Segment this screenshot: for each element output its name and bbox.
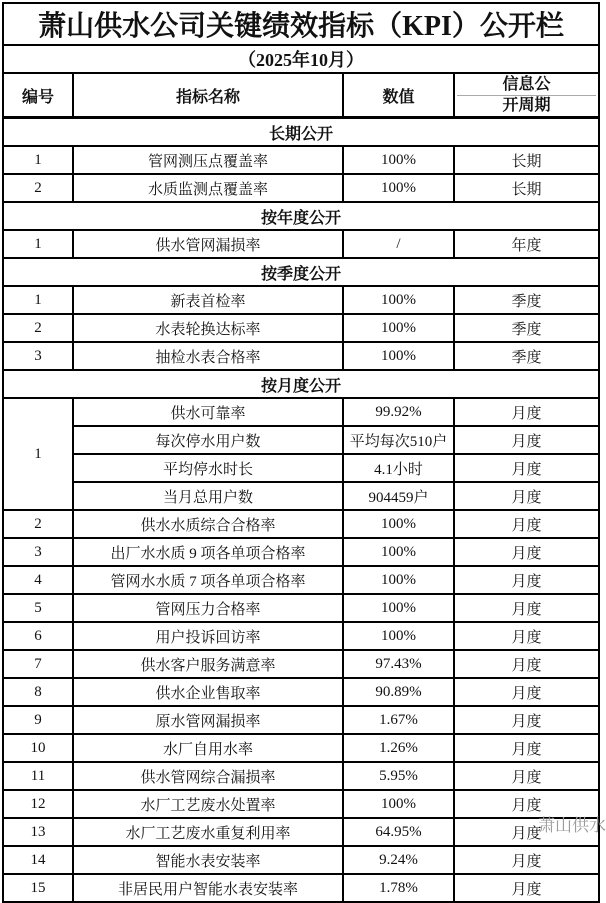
table-row: [3, 342, 599, 370]
indicator-value: 100%: [343, 622, 454, 650]
indicator-name: 管网测压点覆盖率: [73, 146, 343, 174]
table-row: [3, 706, 599, 734]
disclosure-period: 月度: [454, 706, 599, 734]
row-number: 1: [3, 398, 73, 510]
indicator-value: 100%: [343, 314, 454, 342]
section-header-row: [3, 202, 599, 230]
column-header-period-line1: 信息公: [502, 75, 551, 93]
indicator-value: 99.92%: [343, 398, 454, 426]
table-row: [3, 622, 599, 650]
section-header-label: 按季度公开: [3, 258, 599, 286]
disclosure-period: 长期: [454, 174, 599, 202]
row-number: 5: [3, 594, 73, 622]
indicator-name: 平均停水时长: [73, 454, 343, 482]
table-row: [3, 398, 599, 426]
row-number: 1: [3, 146, 73, 174]
indicator-name: 供水企业售取率: [73, 678, 343, 706]
row-number: 2: [3, 174, 73, 202]
indicator-name: 出厂水水质 9 项各单项合格率: [73, 538, 343, 566]
table-row: [3, 538, 599, 566]
page-title: 萧山供水公司关键绩效指标（KPI）公开栏: [3, 3, 599, 45]
table-row: [3, 146, 599, 174]
disclosure-period: 月度: [454, 846, 599, 874]
row-number: 11: [3, 762, 73, 790]
indicator-value: 100%: [343, 342, 454, 370]
section-header-label: 按月度公开: [3, 370, 599, 398]
indicator-name: 用户投诉回访率: [73, 622, 343, 650]
disclosure-period: 季度: [454, 314, 599, 342]
watermark: 萧山供水: [538, 816, 606, 835]
indicator-value: 904459户: [343, 482, 454, 510]
indicator-name: 当月总用户数: [73, 482, 343, 510]
indicator-name: 非居民用户智能水表安装率: [73, 874, 343, 902]
disclosure-period: 季度: [454, 286, 599, 314]
table-row: [3, 482, 599, 510]
indicator-value: 100%: [343, 510, 454, 538]
indicator-value: 100%: [343, 146, 454, 174]
disclosure-period: 年度: [454, 230, 599, 258]
indicator-name: 水质监测点覆盖率: [73, 174, 343, 202]
indicator-name: 供水管网综合漏损率: [73, 762, 343, 790]
column-header-period-line2: 开周期: [457, 95, 596, 116]
indicator-value: 64.95%: [343, 818, 454, 846]
disclosure-period: 月度: [454, 734, 599, 762]
section-header-row: [3, 118, 599, 147]
row-number: 4: [3, 566, 73, 594]
row-number: 9: [3, 706, 73, 734]
column-header-no: 编号: [3, 73, 73, 118]
row-number: 3: [3, 538, 73, 566]
indicator-value: 100%: [343, 286, 454, 314]
disclosure-period: 月度: [454, 622, 599, 650]
indicator-value: 1.67%: [343, 706, 454, 734]
indicator-value: 100%: [343, 594, 454, 622]
indicator-name: 供水水质综合合格率: [73, 510, 343, 538]
table-row: [3, 762, 599, 790]
disclosure-period: 月度: [454, 650, 599, 678]
page-subtitle: （2025年10月）: [3, 45, 599, 73]
section-header-label: 按年度公开: [3, 202, 599, 230]
column-header-row: [3, 73, 599, 118]
disclosure-period: 月度: [454, 482, 599, 510]
table-row: [3, 594, 599, 622]
row-number: 13: [3, 818, 73, 846]
indicator-name: 管网水水质 7 项各单项合格率: [73, 566, 343, 594]
indicator-value: 9.24%: [343, 846, 454, 874]
indicator-name: 水厂工艺废水重复利用率: [73, 818, 343, 846]
table-row: [3, 566, 599, 594]
table-row: [3, 314, 599, 342]
disclosure-period: 月度: [454, 678, 599, 706]
row-number: 6: [3, 622, 73, 650]
indicator-name: 水表轮换达标率: [73, 314, 343, 342]
indicator-name: 每次停水用户数: [73, 426, 343, 454]
table-row: [3, 510, 599, 538]
title-row: [3, 3, 599, 45]
indicator-value: 1.26%: [343, 734, 454, 762]
table-row: [3, 678, 599, 706]
disclosure-period: 月度: [454, 818, 599, 846]
indicator-name: 水厂自用水率: [73, 734, 343, 762]
indicator-name: 供水客户服务满意率: [73, 650, 343, 678]
disclosure-period: 月度: [454, 594, 599, 622]
disclosure-period: 长期: [454, 146, 599, 174]
indicator-value: 100%: [343, 174, 454, 202]
table-row: [3, 286, 599, 314]
disclosure-period: 月度: [454, 510, 599, 538]
table-row: [3, 174, 599, 202]
indicator-name: 智能水表安装率: [73, 846, 343, 874]
table-row: [3, 230, 599, 258]
row-number: 1: [3, 286, 73, 314]
indicator-value: 90.89%: [343, 678, 454, 706]
indicator-name: 供水可靠率: [73, 398, 343, 426]
column-header-value: 数值: [343, 73, 454, 118]
table-row: [3, 650, 599, 678]
column-header-period: [454, 73, 599, 118]
disclosure-period: 月度: [454, 454, 599, 482]
indicator-value: 5.95%: [343, 762, 454, 790]
indicator-value: 100%: [343, 566, 454, 594]
table-row: [3, 846, 599, 874]
indicator-name: 新表首检率: [73, 286, 343, 314]
disclosure-period: 季度: [454, 342, 599, 370]
indicator-value: 97.43%: [343, 650, 454, 678]
disclosure-period: 月度: [454, 566, 599, 594]
row-number: 2: [3, 314, 73, 342]
kpi-disclosure-page: [0, 2, 606, 898]
table-row: [3, 818, 599, 846]
row-number: 7: [3, 650, 73, 678]
disclosure-period: 月度: [454, 398, 599, 426]
subtitle-row: [3, 45, 599, 73]
row-number: 1: [3, 230, 73, 258]
disclosure-period: 月度: [454, 790, 599, 818]
disclosure-period: 月度: [454, 762, 599, 790]
section-header-label: 长期公开: [3, 118, 599, 147]
indicator-value: 4.1小时: [343, 454, 454, 482]
column-header-name: 指标名称: [73, 73, 343, 118]
row-number: 2: [3, 510, 73, 538]
indicator-name: 水厂工艺废水处置率: [73, 790, 343, 818]
kpi-table-body: [3, 3, 599, 902]
indicator-name: 供水管网漏损率: [73, 230, 343, 258]
row-number: 8: [3, 678, 73, 706]
indicator-name: 原水管网漏损率: [73, 706, 343, 734]
section-header-row: [3, 258, 599, 286]
table-row: [3, 454, 599, 482]
indicator-value: 100%: [343, 538, 454, 566]
table-row: [3, 790, 599, 818]
indicator-name: 抽检水表合格率: [73, 342, 343, 370]
table-row: [3, 874, 599, 902]
row-number: 10: [3, 734, 73, 762]
indicator-value: 100%: [343, 790, 454, 818]
kpi-table: [2, 2, 600, 903]
row-number: 14: [3, 846, 73, 874]
row-number: 15: [3, 874, 73, 902]
table-row: [3, 426, 599, 454]
disclosure-period: 月度: [454, 426, 599, 454]
row-number: 12: [3, 790, 73, 818]
section-header-row: [3, 370, 599, 398]
disclosure-period: 月度: [454, 874, 599, 902]
table-row: [3, 734, 599, 762]
indicator-value: /: [343, 230, 454, 258]
row-number: 3: [3, 342, 73, 370]
indicator-name: 管网压力合格率: [73, 594, 343, 622]
indicator-value: 1.78%: [343, 874, 454, 902]
indicator-value: 平均每次510户: [343, 426, 454, 454]
disclosure-period: 月度: [454, 538, 599, 566]
